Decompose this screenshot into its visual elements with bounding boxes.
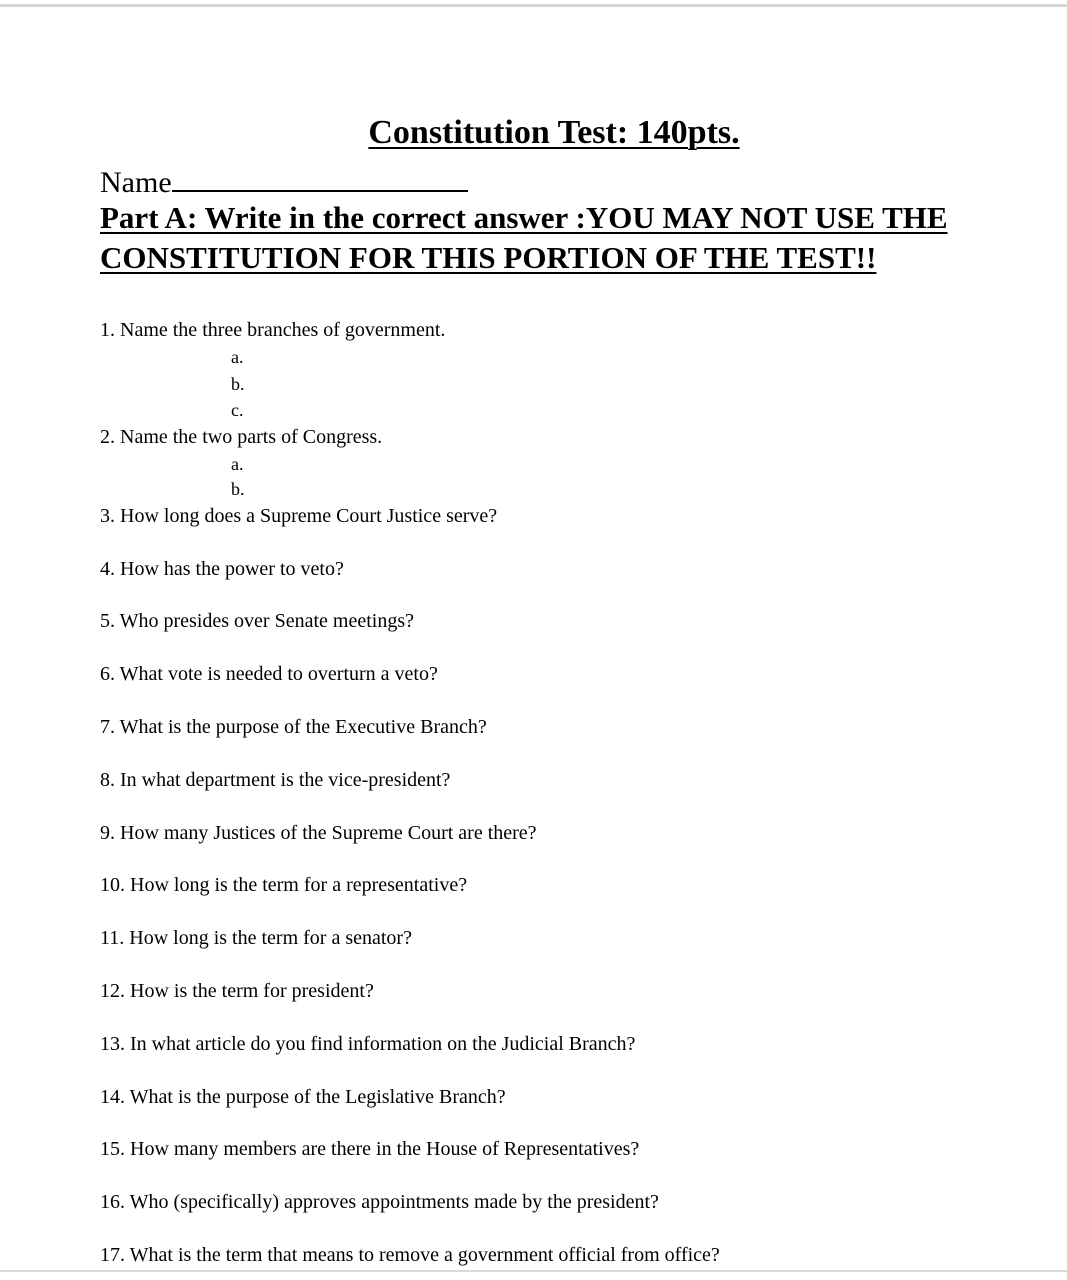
bottom-divider xyxy=(0,1270,1067,1272)
name-field-row xyxy=(100,160,468,200)
name-blank-line[interactable] xyxy=(172,160,468,192)
question-7: 7. What is the purpose of the Executive Branch? xyxy=(100,716,487,738)
top-divider xyxy=(0,4,1067,7)
question-1: 1. Name the three branches of government. xyxy=(100,319,446,341)
question-6: 6. What vote is needed to overturn a veto? xyxy=(100,663,438,685)
question-9: 9. How many Justices of the Supreme Court are there? xyxy=(100,822,537,844)
question-8: 8. In what department is the vice-president? xyxy=(100,769,451,791)
question-1-subitem-c: c. xyxy=(231,400,244,420)
name-label: Name xyxy=(100,166,172,199)
part-a-heading: Part A: Write in the correct answer :YOU MAY NOT USE THE CONSTITUTION FOR THIS PORTION OF THE TEST!! xyxy=(100,200,948,275)
page-title: Constitution Test: 140pts. xyxy=(368,114,740,151)
question-10: 10. How long is the term for a representative? xyxy=(100,874,468,896)
question-3: 3. How long does a Supreme Court Justice serve? xyxy=(100,505,498,527)
question-17: 17. What is the term that means to remove a government official from office? xyxy=(100,1244,720,1266)
question-2: 2. Name the two parts of Congress. xyxy=(100,426,383,448)
question-1-subitem-a: a. xyxy=(231,347,244,367)
question-4: 4. How has the power to veto? xyxy=(100,558,344,580)
question-13: 13. In what article do you find information on the Judicial Branch? xyxy=(100,1033,636,1055)
question-11: 11. How long is the term for a senator? xyxy=(100,927,412,949)
question-5: 5. Who presides over Senate meetings? xyxy=(100,610,414,632)
question-1-subitem-b: b. xyxy=(231,374,245,394)
question-2-subitem-b: b. xyxy=(231,479,245,499)
question-12: 12. How is the term for president? xyxy=(100,980,374,1002)
question-16: 16. Who (specifically) approves appointments made by the president? xyxy=(100,1191,659,1213)
question-14: 14. What is the purpose of the Legislative Branch? xyxy=(100,1086,506,1108)
question-15: 15. How many members are there in the House of Representatives? xyxy=(100,1138,640,1160)
question-2-subitem-a: a. xyxy=(231,454,244,474)
